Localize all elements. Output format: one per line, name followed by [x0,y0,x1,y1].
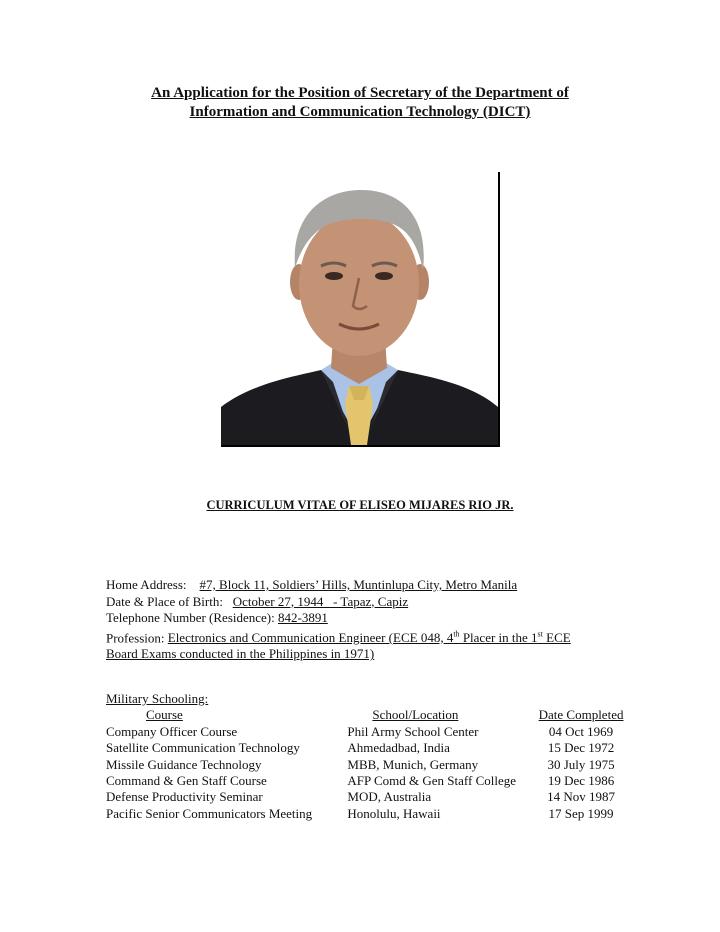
row-date: 17 Sep 1999 [548,805,614,821]
phone-label: Telephone Number (Residence): [106,610,275,625]
row-school: Ahmedadbad, India [347,740,450,756]
military-schooling-table [106,707,626,822]
row-school: MOD, Australia [347,789,432,805]
row-school: AFP Comd & Gen Staff College [347,773,517,789]
birth-line [106,594,626,611]
phone-line [106,610,626,627]
table-row [106,789,626,805]
profession-label: Profession: [106,629,165,645]
document-title [60,84,660,122]
birth-value: October 27, 1944 - Tapaz, Capiz [232,593,409,609]
home-address-label: Home Address: [106,577,187,592]
row-course: Missile Guidance Technology [106,756,262,772]
row-course: Defense Productivity Seminar [106,789,263,805]
row-course: Company Officer Course [106,723,238,739]
row-school: Honolulu, Hawaii [347,805,441,821]
profession-line [106,627,626,647]
profession-text-c: ECE [542,629,571,645]
table-row [106,757,626,773]
row-school: Phil Army School Center [347,723,479,739]
cv-heading: CURRICULUM VITAE OF ELISEO MIJARES RIO JR. [206,498,514,512]
birth-label: Date & Place of Birth: [106,593,223,609]
row-course: Satellite Communication Technology [106,740,300,756]
header-school: School/Location [372,707,459,723]
phone-value: 842-3891 [278,610,328,625]
profession-line-2: Board Exams conducted in the Philippines in 1971) [106,646,375,662]
table-row [106,773,626,789]
military-schooling-section [106,691,626,822]
home-address-value: #7, Block 11, Soldiers’ Hills, Muntinlupa City, Metro Manila [199,577,518,592]
row-date: 04 Oct 1969 [548,723,614,739]
header-date: Date Completed [538,707,624,723]
profession-sup-b: st [537,629,543,639]
row-school: MBB, Munich, Germany [347,756,479,772]
title-line-2: Information and Communication Technology (DICT) [189,104,531,120]
table-row [106,740,626,756]
row-course: Command & Gen Staff Course [106,773,267,789]
profession-value [168,630,571,645]
header-course: Course [146,707,183,723]
profession-text-b: Placer in the 1 [459,629,538,645]
portrait-photo [221,172,500,447]
row-date: 14 Nov 1987 [547,789,615,805]
row-date: 19 Dec 1986 [547,773,615,789]
portrait-illustration [221,172,498,445]
profession-text-a: Electronics and Communication Engineer (ECE 048, 4 [167,629,454,645]
row-date: 15 Dec 1972 [547,740,615,756]
profession-sup-a: th [453,629,460,639]
title-line-1: An Application for the Position of Secretary of the Department of [151,85,569,101]
home-address-line [106,577,626,594]
military-schooling-heading: Military Schooling: [106,691,209,706]
row-course: Pacific Senior Communicators Meeting [106,805,313,821]
table-row [106,724,626,740]
table-header-row [106,707,626,723]
row-date: 30 July 1975 [547,756,615,772]
personal-details [106,577,626,663]
table-row [106,806,626,822]
